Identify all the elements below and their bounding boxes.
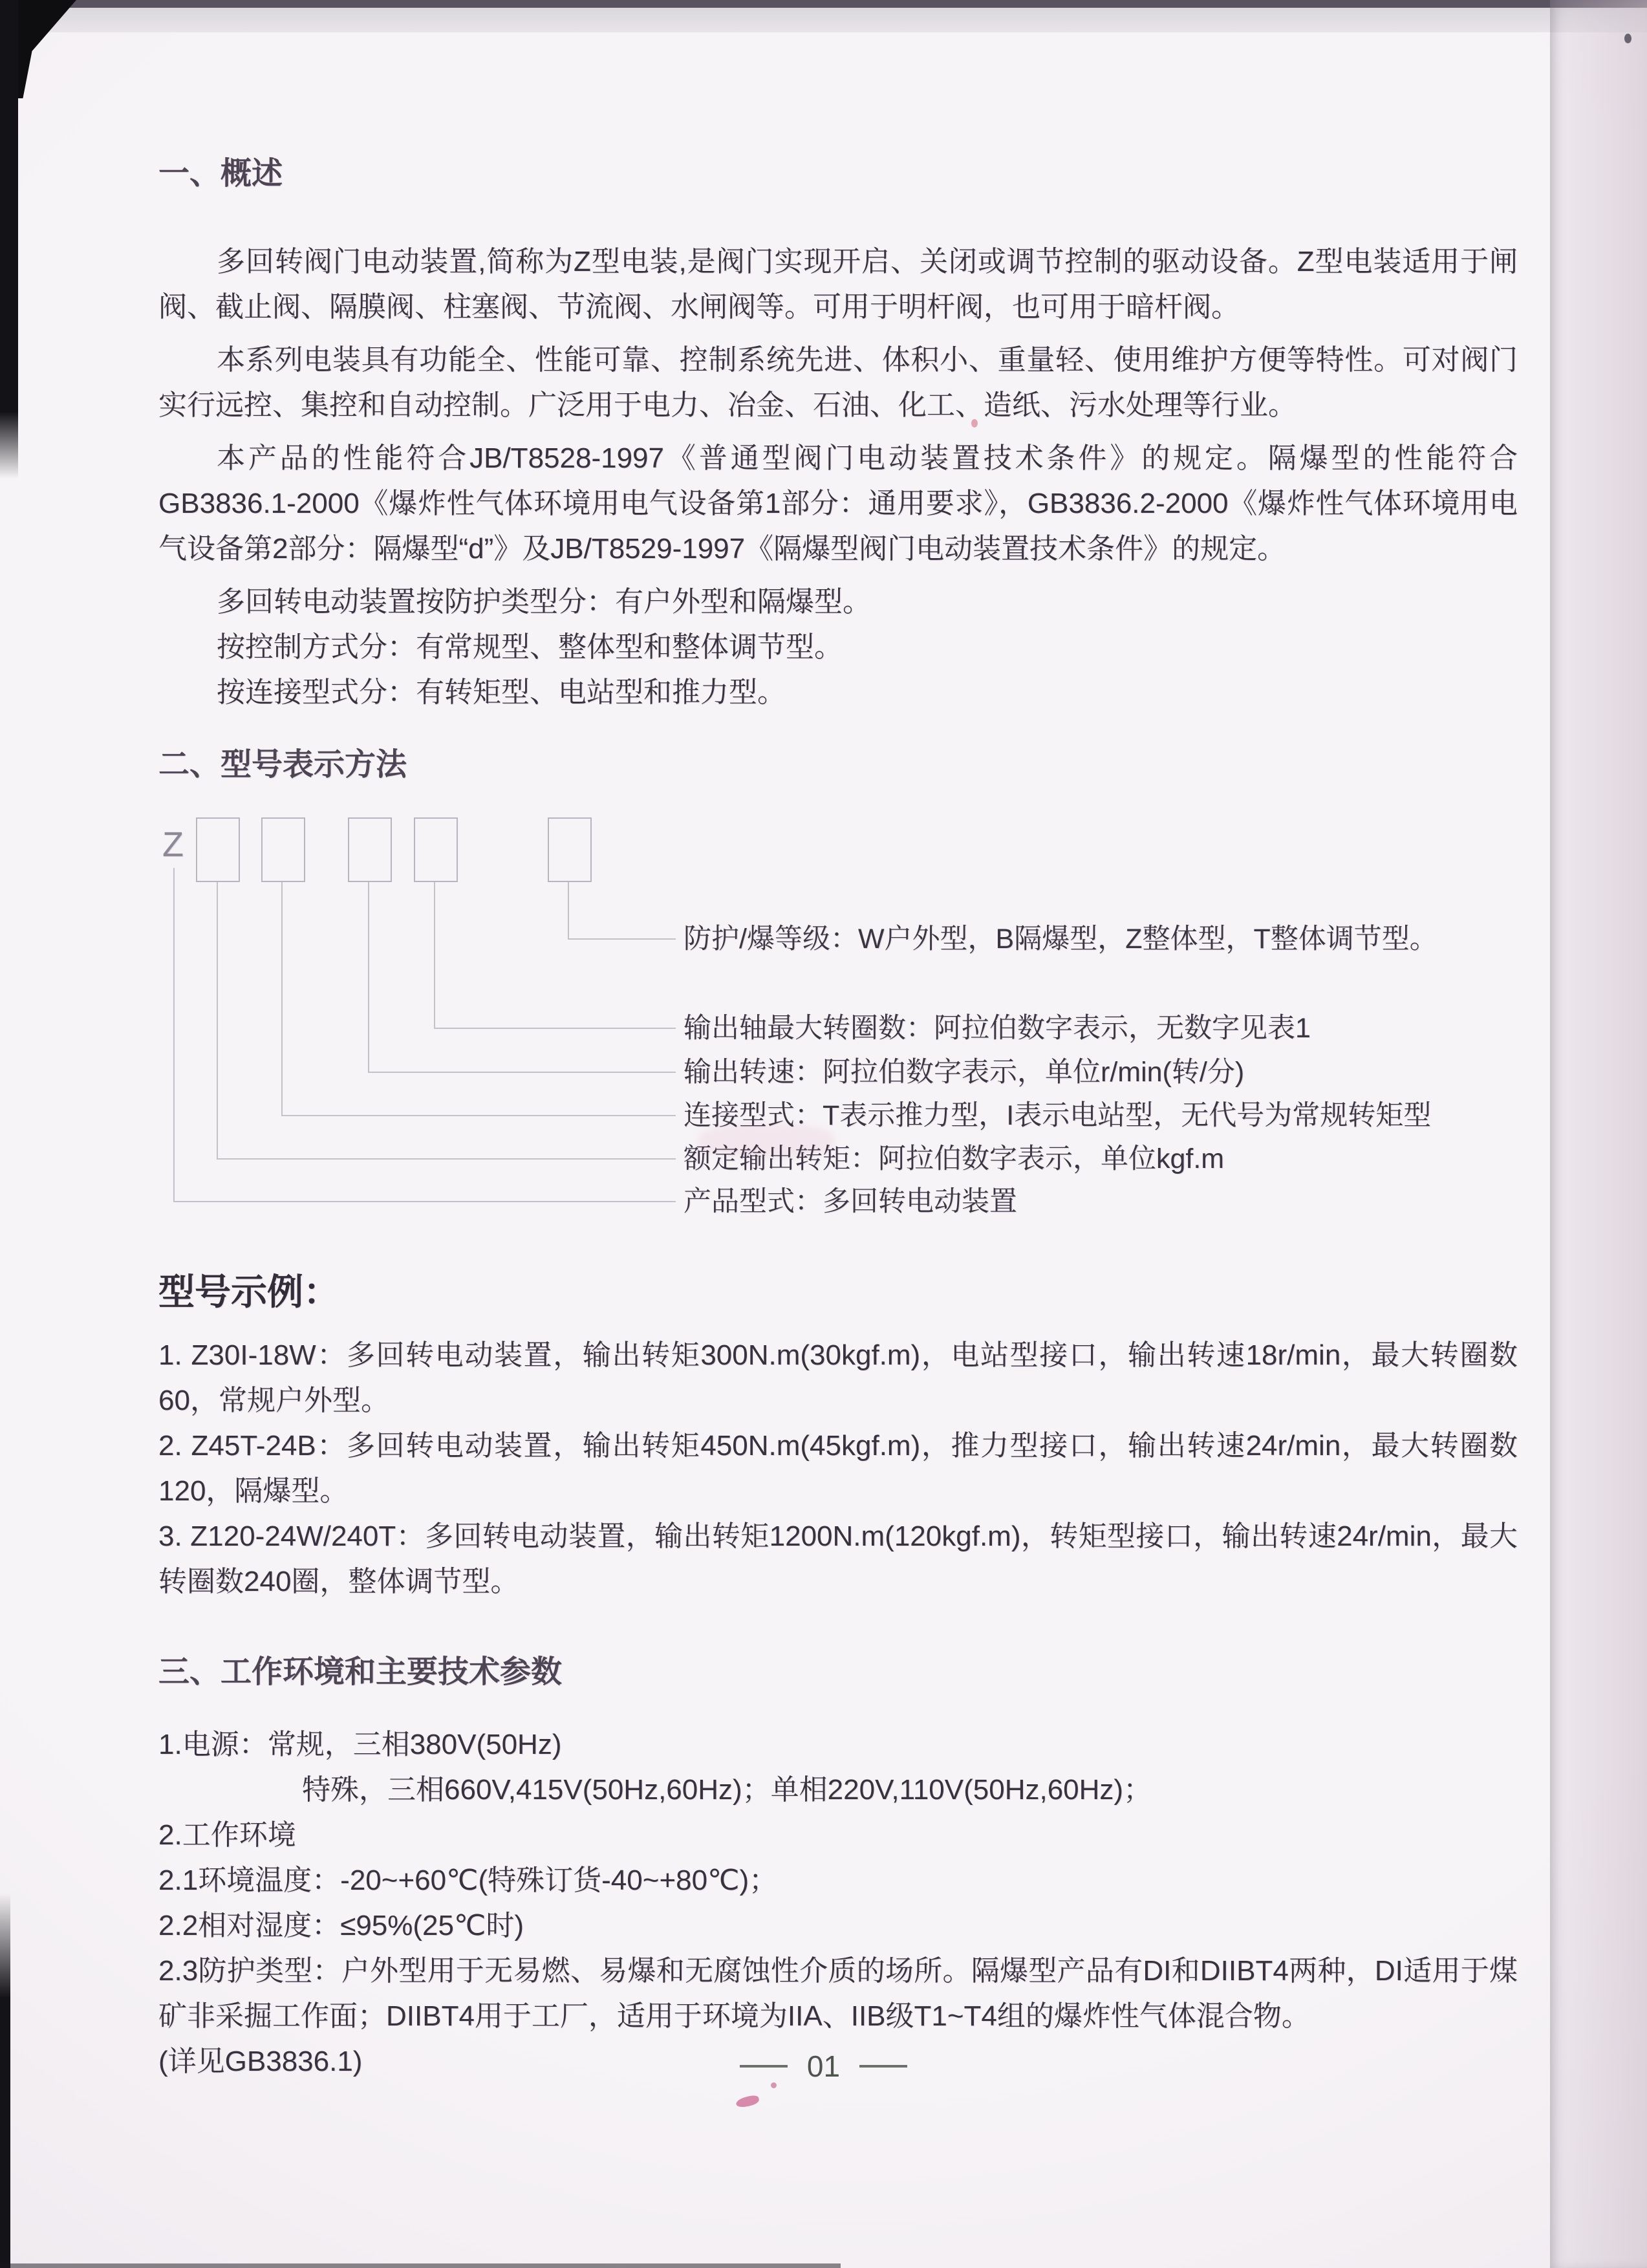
page-number: 01 — [806, 2049, 841, 2083]
scan-artifact-bottom-edge — [0, 2263, 841, 2268]
overview-paragraph: 本系列电装具有功能全、性能可靠、控制系统先进、体积小、重量轻、使用维护方便等特性。可对阀门实行远控、集控和自动控制。广泛用于电力、冶金、石油、化工、造纸、污水处理等行业。 — [158, 344, 1518, 421]
overview-paragraph: 本产品的性能符合JB/T8528-1997《普通型阀门电动装置技术条件》的规定。隔爆型的性能符合GB3836.1-2000《爆炸性气体环境用电气设备第1部分：通用要求》，GB3836.2-2000《爆炸性气体环境用电气设备第2部分：隔爆型“d”》及JB/T8529-1997《隔爆型阀门电动装置技术条件》的规定。 — [158, 442, 1518, 565]
diagram-label-output-speed: 输出转速：阿拉伯数字表示，单位r/min(转/分) — [684, 1057, 1245, 1088]
footer-dash — [859, 2065, 907, 2068]
diagram-label-connection-type: 连接型式：T表示推力型，I表示电站型，无代号为常规转矩型 — [684, 1100, 1432, 1131]
scan-artifact-top-shadow — [0, 8, 1647, 32]
model-designation-diagram — [158, 803, 1518, 1259]
diagram-label-max-turns: 输出轴最大转圈数：阿拉伯数字表示，无数字见表1 — [684, 1013, 1311, 1044]
overview-paragraph: 多回转阀门电动装置,简称为Z型电装,是阀门实现开启、关闭或调节控制的驱动设备。Z型电装适用于闸阀、截止阀、隔膜阀、柱塞阀、节流阀、水闸阀等。可用于明杆阀，也可用于暗杆阀。 — [158, 246, 1518, 323]
footer-dash — [740, 2065, 788, 2068]
model-example: 3. Z120-24W/240T：多回转电动装置，输出转矩1200N.m(120kgf.m)，转矩型接口，输出转速24r/min，最大转圈数240圈，整体调节型。 — [158, 1520, 1518, 1597]
classification-line: 多回转电动装置按防护类型分：有户外型和隔爆型。 — [217, 586, 871, 618]
examples-title: 型号示例： — [158, 1271, 339, 1312]
section-2-title: 二、型号表示方法 — [158, 748, 407, 782]
diagram-label-product-type: 产品型式：多回转电动装置 — [684, 1186, 1017, 1217]
scan-artifact-speckle — [735, 2094, 760, 2108]
param-temperature: 2.1环境温度：-20~+60℃(特殊订货-40~+80℃)； — [158, 1864, 778, 1896]
param-work-env: 2.工作环境 — [158, 1819, 296, 1851]
param-protection-type: 2.3防护类型：户外型用于无易燃、易爆和无腐蚀性介质的场所。隔爆型产品有DI和DIIBT4两种，DI适用于煤矿非采掘工作面；DIIBT4用于工厂，适用于环境为IIA、IIB级T1~T4组的爆炸性气体混合物。 — [158, 1955, 1518, 2032]
section-1-title: 一、概述 — [158, 157, 283, 191]
model-example: 1. Z30I-18W：多回转电动装置，输出转矩300N.m(30kgf.m)，电站型接口，输出转速18r/min，最大转圈数60，常规户外型。 — [158, 1339, 1518, 1416]
param-power-normal: 1.电源：常规，三相380V(50Hz) — [158, 1729, 562, 1760]
param-reference: (详见GB3836.1) — [158, 2046, 363, 2077]
document-content — [158, 154, 1518, 2084]
classification-line: 按控制方式分：有常规型、整体型和整体调节型。 — [217, 631, 843, 663]
section-3-title: 三、工作环境和主要技术参数 — [158, 1655, 563, 1689]
scan-artifact-right-edge — [1550, 0, 1647, 2268]
scan-artifact-left-edge — [0, 0, 18, 479]
param-power-special: 特殊，三相660V,415V(50Hz,60Hz)；单相220V,110V(50Hz,60Hz)； — [302, 1774, 1152, 1806]
param-humidity: 2.2相对湿度：≤95%(25℃时) — [158, 1910, 524, 1941]
classification-line: 按连接型式分：有转矩型、电站型和推力型。 — [217, 676, 786, 708]
model-example: 2. Z45T-24B：多回转电动装置，输出转矩450N.m(45kgf.m)，推力型接口，输出转速24r/min，最大转圈数120，隔爆型。 — [158, 1430, 1518, 1507]
page-footer — [0, 2049, 1647, 2084]
scan-artifact-corner — [0, 0, 76, 98]
model-prefix-letter: Z — [162, 825, 184, 864]
diagram-label-protection-grade: 防护/爆等级：W户外型，B隔爆型，Z整体型，T整体调节型。 — [684, 923, 1437, 955]
diagram-label-rated-torque: 额定输出转矩：阿拉伯数字表示，单位kgf.m — [684, 1143, 1225, 1174]
scan-artifact-top-edge — [0, 0, 1647, 8]
scan-artifact-dot — [1624, 34, 1631, 43]
